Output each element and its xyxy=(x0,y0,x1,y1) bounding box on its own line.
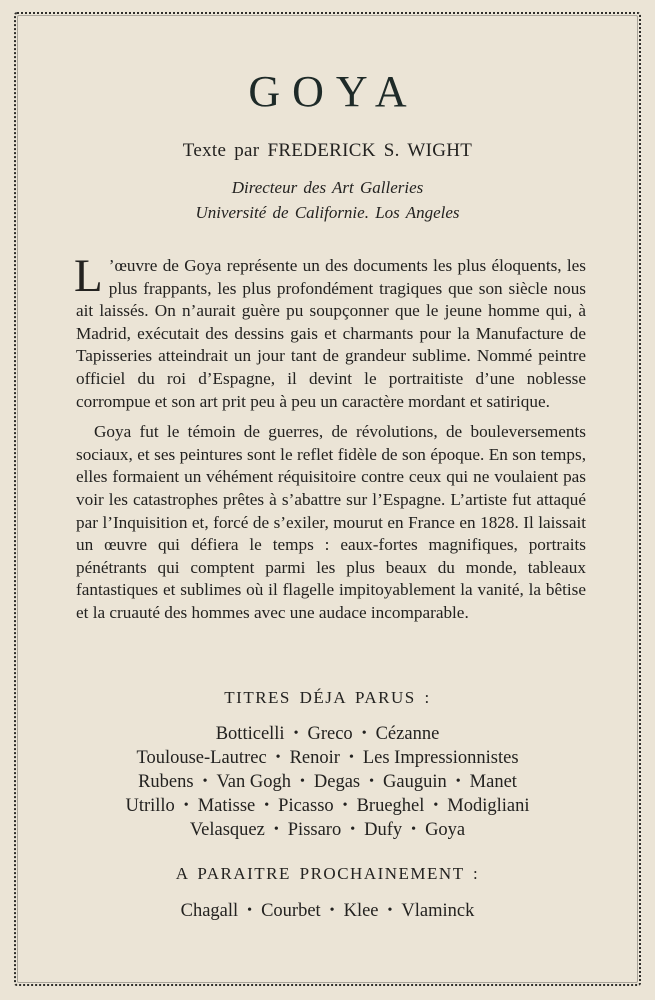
published-titles-heading: TITRES DÉJA PARUS : xyxy=(224,688,431,707)
body-text xyxy=(74,250,586,625)
paragraph-2: Goya fut le témoin de guerres, de révolutions, de bouleversements sociaux, et ses peintures sont le reflet fidèle de son époque. En son temps, elles formaient un véhément réquisitoire contre ceux qui ne voulaient pas voir les catastrophes prêtes à s’abattre sur l’Espagne. L’artiste fut attaqué par l’Inquisition et, forcé de s’exiler, mourut en France en 1828. Il laissait un œuvre qui défiera le temps : eaux-fortes magnifiques, portraits pénétrants qui comptent parmi les plus beaux du monde, tableaux fantastiques et sublimes où il flagelle impitoyablement la vanité, la bêtise et la cruauté des hommes avec une audace incomparable. xyxy=(76,422,586,622)
title-row xyxy=(0,819,655,843)
book-title: Van Gogh xyxy=(216,772,291,792)
bullet-separator: • xyxy=(369,774,375,789)
bullet-separator: • xyxy=(342,798,348,813)
title-row xyxy=(181,901,475,921)
bullet-separator: • xyxy=(348,750,354,765)
upcoming-titles-heading: A PARAITRE PROCHAINEMENT : xyxy=(175,864,480,883)
book-title: Klee xyxy=(343,901,379,921)
book-title: Dufy xyxy=(364,820,403,840)
book-title: Matisse xyxy=(197,796,256,816)
bullet-separator: • xyxy=(293,726,299,741)
book-title: Rubens xyxy=(138,772,194,792)
author-affiliation-line1: Directeur des Art Galleries xyxy=(231,178,424,197)
book-title: Velasquez xyxy=(189,820,265,840)
book-title: Chagall xyxy=(180,901,239,921)
book-title: Courbet xyxy=(261,901,321,921)
bullet-separator: • xyxy=(329,903,335,918)
published-titles-list xyxy=(0,723,655,843)
bullet-separator: • xyxy=(411,822,417,837)
title-row xyxy=(0,747,655,771)
bullet-separator: • xyxy=(183,798,189,813)
page-title: GOYA xyxy=(248,67,419,116)
bullet-separator: • xyxy=(264,798,270,813)
book-title: Picasso xyxy=(278,796,334,816)
book-title: Vlaminck xyxy=(401,901,475,921)
paragraph-1-text: ’œuvre de Goya représente un des documents les plus éloquents, les plus frappants, les plus profondément tragiques que son siècle nous ait laissés. On n’aurait guère pu soupçonner que le jeune homme qui, à Madrid, exécutait des dessins gais et charmants pour la Manufacture de Tapisseries atteindrait un jour tant de grandeur sublime. Nommé peintre officiel du roi d’Espagne, il devint le portraitiste d’une noblesse corrompue et son art prit peu à peu un caractère mordant et satirique. xyxy=(76,256,586,411)
title-row xyxy=(0,795,655,819)
book-title: Gauguin xyxy=(383,772,447,792)
book-title: Botticelli xyxy=(215,724,285,744)
bullet-separator: • xyxy=(273,822,279,837)
bullet-separator: • xyxy=(350,822,356,837)
book-title: Modigliani xyxy=(447,796,530,816)
bullet-separator: • xyxy=(387,903,393,918)
bullet-separator: • xyxy=(275,750,281,765)
book-title: Degas xyxy=(313,772,361,792)
paragraph-1 xyxy=(74,250,586,413)
book-title: Pissaro xyxy=(287,820,342,840)
author-affiliation-line2: Université de Californie. Los Angeles xyxy=(195,203,460,222)
bullet-separator: • xyxy=(455,774,461,789)
book-title: Cézanne xyxy=(375,724,440,744)
book-title: Goya xyxy=(425,820,466,840)
bullet-separator: • xyxy=(433,798,439,813)
bullet-separator: • xyxy=(361,726,367,741)
book-title: Toulouse-Lautrec xyxy=(136,748,267,768)
title-row xyxy=(0,723,655,747)
book-title: Renoir xyxy=(289,748,340,768)
book-title: Utrillo xyxy=(125,796,175,816)
book-title: Brueghel xyxy=(356,796,425,816)
bullet-separator: • xyxy=(202,774,208,789)
drop-cap: L xyxy=(74,250,103,302)
bullet-separator: • xyxy=(247,903,253,918)
title-row xyxy=(0,771,655,795)
bullet-separator: • xyxy=(299,774,305,789)
book-title: Les Impressionnistes xyxy=(362,748,519,768)
book-title: Greco xyxy=(307,724,353,744)
upcoming-titles-list xyxy=(0,900,655,924)
book-title: Manet xyxy=(469,772,517,792)
author-byline: Texte par FREDERICK S. WIGHT xyxy=(182,140,473,161)
